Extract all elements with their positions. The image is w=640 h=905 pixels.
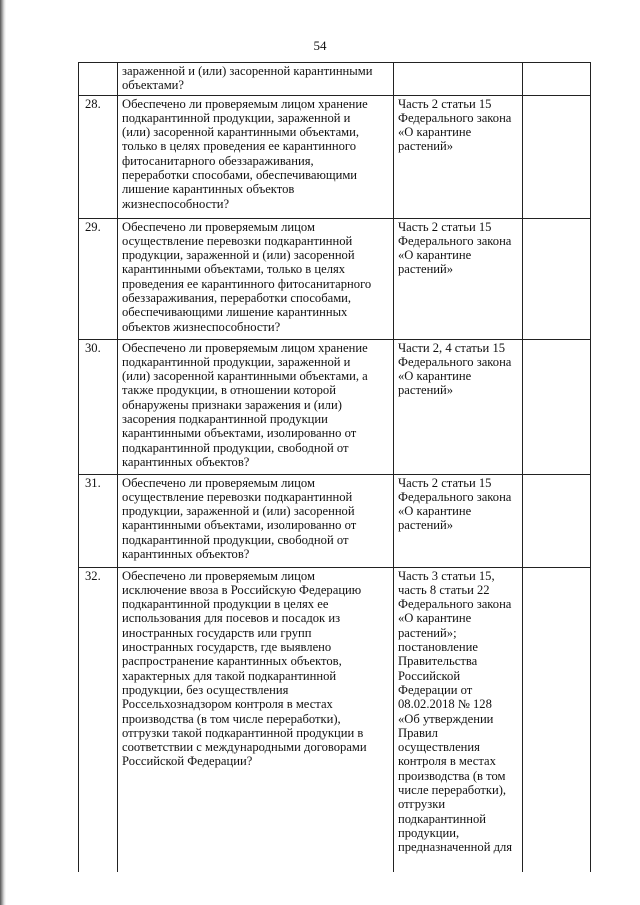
checklist-table [78,62,591,872]
legal-reference-cell: Часть 2 статьи 15 Федерального закона «О карантине растений» [394,474,523,567]
question-cell: Обеспечено ли проверяемым лицом осуществление перевозки подкарантинной продукции, зараженной и (или) засоренной карантинными объектами, только в целях проведения ее карантинного фитосанитарного обеззараживания, переработки способами, обеспечивающими лишение карантинных объектов жизнеспособности? [118,218,394,339]
table-row [79,474,591,567]
table-row [79,63,591,96]
row-number [79,63,118,96]
table-row [79,339,591,474]
question-cell: Обеспечено ли проверяемым лицом исключение ввоза в Российскую Федерацию подкарантинной продукции в целях ее использования для посевов и посадок из иностранных государств или групп иностранных государств, где выявлено распространение карантинных объектов, характерных для такой подкарантинной продукции, без осуществления Россельхознадзором контроля в местах производства (в том числе переработки), отгрузки такой подкарантинной продукции в соответствии с международными договорами Российской Федерации? [118,567,394,872]
question-cell: Обеспечено ли проверяемым лицом хранение подкарантинной продукции, зараженной и (или) засоренной карантинными объектами, только в целях проведения ее карантинного фитосанитарного обеззараживания, переработки способами, обеспечивающими лишение карантинных объектов жизнеспособности? [118,95,394,218]
page-number: 54 [313,38,327,53]
legal-reference-cell: Часть 2 статьи 15 Федерального закона «О карантине растений» [394,218,523,339]
row-number: 30. [79,339,118,474]
legal-reference-cell [394,63,523,96]
table-row [79,567,591,872]
answer-cell [523,474,591,567]
answer-cell [523,567,591,872]
legal-reference-cell: Часть 3 статьи 15, часть 8 статьи 22 Федерального закона «О карантине растений»; постановление Правительства Российской Федерации от 08.02.2018 № 128 «Об утверждении Правил осуществления контроля в местах производства (в том числе переработки), отгрузки подкарантинной продукции, предназначенной для [394,567,523,872]
question-cell: зараженной и (или) засоренной карантинными объектами? [118,63,394,96]
answer-cell [523,218,591,339]
table-row [79,95,591,218]
row-number: 31. [79,474,118,567]
legal-reference-cell: Части 2, 4 статьи 15 Федерального закона «О карантине растений» [394,339,523,474]
row-number: 29. [79,218,118,339]
answer-cell [523,63,591,96]
legal-reference-cell: Часть 2 статьи 15 Федерального закона «О карантине растений» [394,95,523,218]
scan-edge [0,0,6,905]
row-number: 28. [79,95,118,218]
row-number: 32. [79,567,118,872]
question-cell: Обеспечено ли проверяемым лицом осуществление перевозки подкарантинной продукции, зараженной и (или) засоренной карантинными объектами, изолированно от подкарантинной продукции, свободной от карантинных объектов? [118,474,394,567]
answer-cell [523,95,591,218]
table-row [79,218,591,339]
question-cell: Обеспечено ли проверяемым лицом хранение подкарантинной продукции, зараженной и (или) засоренной карантинными объектами, а также продукции, в отношении которой обнаружены признаки заражения и (или) засорения подкарантинной продукции карантинными объектами, изолированно от подкарантинной продукции, свободной от карантинных объектов? [118,339,394,474]
answer-cell [523,339,591,474]
